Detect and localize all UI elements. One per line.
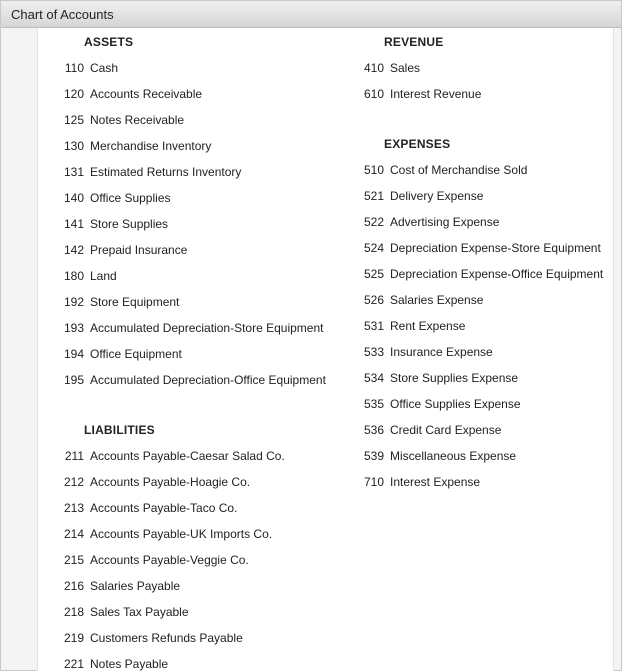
expenses-account-row [358, 422, 501, 438]
expenses-account-row [358, 240, 601, 256]
account-name: Merchandise Inventory [90, 139, 212, 153]
liabilities-heading: LIABILITIES [84, 423, 155, 437]
account-number: 214 [63, 527, 84, 541]
assets-account-row [58, 268, 117, 284]
account-number: 131 [63, 165, 84, 179]
account-name: Estimated Returns Inventory [90, 165, 242, 179]
account-name: Depreciation Expense-Store Equipment [390, 241, 601, 255]
account-name: Prepaid Insurance [90, 243, 188, 257]
assets-account-row [58, 294, 179, 310]
liabilities-account-row [58, 474, 250, 490]
account-name: Notes Payable [90, 657, 169, 671]
account-name: Store Supplies [90, 217, 169, 231]
account-number: 531 [363, 319, 384, 333]
expenses-heading: EXPENSES [384, 137, 451, 151]
account-number: 213 [63, 501, 84, 515]
account-name: Advertising Expense [390, 215, 500, 229]
account-number: 192 [63, 295, 84, 309]
account-number: 218 [63, 605, 84, 619]
account-number: 120 [63, 87, 84, 101]
account-name: Office Supplies Expense [390, 397, 521, 411]
account-number: 510 [363, 163, 384, 177]
account-number: 180 [63, 269, 84, 283]
account-number: 193 [63, 321, 84, 335]
assets-account-row [58, 60, 118, 76]
liabilities-account-row [58, 500, 237, 516]
expenses-account-row [358, 162, 527, 178]
account-name: Cost of Merchandise Sold [390, 163, 528, 177]
account-name: Customers Refunds Payable [90, 631, 243, 645]
liabilities-account-row [58, 656, 168, 672]
account-number: 521 [363, 189, 384, 203]
account-number: 410 [363, 61, 384, 75]
account-number: 533 [363, 345, 384, 359]
account-number: 125 [63, 113, 84, 127]
account-number: 610 [363, 87, 384, 101]
revenue-account-row [358, 86, 481, 102]
assets-account-row [58, 320, 323, 336]
expenses-account-row [358, 266, 603, 282]
account-name: Cash [90, 61, 119, 75]
account-name: Miscellaneous Expense [390, 449, 517, 463]
account-number: 710 [363, 475, 384, 489]
expenses-account-row [358, 188, 483, 204]
assets-account-row [58, 372, 326, 388]
revenue-heading: REVENUE [384, 35, 444, 49]
account-name: Accounts Receivable [90, 87, 203, 101]
account-name: Depreciation Expense-Office Equipment [390, 267, 604, 281]
account-name: Accounts Payable-Caesar Salad Co. [90, 449, 285, 463]
accounts-content [37, 28, 614, 671]
panel-title: Chart of Accounts [11, 7, 114, 22]
account-name: Land [90, 269, 117, 283]
account-name: Office Supplies [90, 191, 171, 205]
account-number: 212 [63, 475, 84, 489]
account-name: Accounts Payable-Veggie Co. [90, 553, 249, 567]
account-name: Accumulated Depreciation-Store Equipment [90, 321, 324, 335]
assets-account-row [58, 216, 168, 232]
assets-account-row [58, 190, 171, 206]
panel-titlebar [1, 1, 621, 28]
account-number: 539 [363, 449, 384, 463]
expenses-account-row [358, 318, 465, 334]
account-number: 524 [363, 241, 384, 255]
liabilities-account-row [58, 630, 243, 646]
expenses-account-row [358, 292, 483, 308]
account-number: 110 [64, 61, 84, 75]
account-name: Accumulated Depreciation-Office Equipment [90, 373, 326, 387]
expenses-account-row [358, 448, 516, 464]
account-number: 535 [363, 397, 384, 411]
account-number: 141 [63, 217, 84, 231]
account-name: Accounts Payable-Taco Co. [90, 501, 238, 515]
account-number: 195 [63, 373, 84, 387]
expenses-account-row [358, 344, 493, 360]
liabilities-account-row [58, 526, 272, 542]
assets-account-row [58, 86, 202, 102]
expenses-account-row [358, 396, 521, 412]
account-number: 194 [63, 347, 84, 361]
assets-account-row [58, 164, 241, 180]
account-name: Notes Receivable [90, 113, 185, 127]
account-number: 140 [63, 191, 84, 205]
account-name: Office Equipment [90, 347, 182, 361]
assets-account-row [58, 242, 187, 258]
liabilities-account-row [58, 604, 189, 620]
account-number: 219 [63, 631, 84, 645]
account-number: 130 [63, 139, 84, 153]
assets-account-row [58, 346, 182, 362]
account-number: 525 [363, 267, 384, 281]
account-name: Sales [390, 61, 421, 75]
account-number: 142 [63, 243, 84, 257]
account-name: Store Supplies Expense [390, 371, 519, 385]
expenses-account-row [358, 474, 480, 490]
liabilities-account-row [58, 578, 180, 594]
account-name: Accounts Payable-Hoagie Co. [90, 475, 251, 489]
account-name: Salaries Payable [90, 579, 181, 593]
account-number: 211 [64, 449, 84, 463]
expenses-account-row [358, 370, 518, 386]
account-name: Interest Revenue [390, 87, 482, 101]
account-name: Sales Tax Payable [90, 605, 189, 619]
account-name: Insurance Expense [390, 345, 493, 359]
liabilities-account-row [58, 448, 285, 464]
account-name: Interest Expense [390, 475, 481, 489]
account-name: Delivery Expense [390, 189, 484, 203]
liabilities-account-row [58, 552, 249, 568]
assets-account-row [58, 138, 211, 154]
assets-account-row [58, 112, 184, 128]
account-name: Credit Card Expense [390, 423, 502, 437]
account-name: Salaries Expense [390, 293, 484, 307]
account-name: Store Equipment [90, 295, 180, 309]
account-number: 526 [363, 293, 384, 307]
expenses-account-row [358, 214, 499, 230]
account-name: Accounts Payable-UK Imports Co. [90, 527, 273, 541]
account-number: 522 [363, 215, 384, 229]
account-number: 536 [363, 423, 384, 437]
account-number: 534 [363, 371, 384, 385]
account-number: 215 [63, 553, 84, 567]
assets-heading: ASSETS [84, 35, 134, 49]
account-number: 221 [63, 657, 84, 671]
account-number: 216 [63, 579, 84, 593]
account-name: Rent Expense [390, 319, 466, 333]
revenue-account-row [358, 60, 420, 76]
